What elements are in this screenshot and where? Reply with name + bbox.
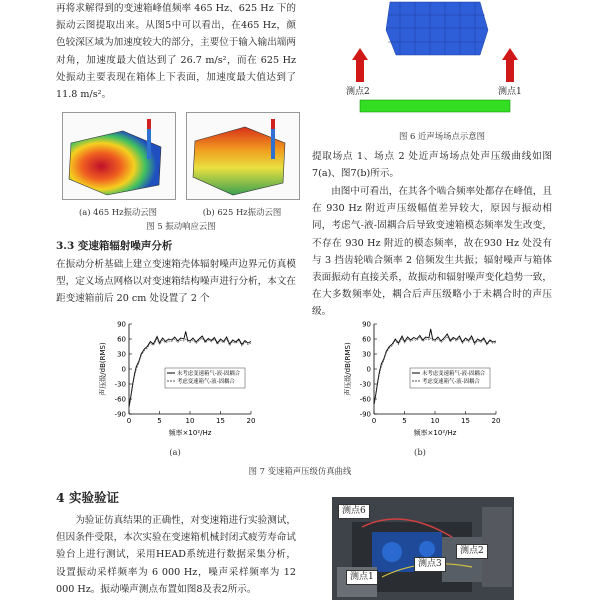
photo-point6-label: 测点6 xyxy=(338,504,370,519)
fig7b-ytick-label: 60 xyxy=(362,335,371,344)
fig7a-ytick-label: -60 xyxy=(114,395,126,404)
fig7a-ytick-label: 0 xyxy=(121,365,126,374)
fig7b-legend-label-1: 未考虑变速箱气-液-固耦合 xyxy=(422,371,486,377)
fig7b-chart xyxy=(330,318,510,443)
fig7b-ytick-label: -60 xyxy=(359,395,371,404)
section-4-heading: 4 实验验证 xyxy=(56,490,120,505)
photo-point3-label: 测点3 xyxy=(414,557,446,572)
section-4-paragraph: 为验证仿真结果的正确性，对变速箱进行实验测试，但因条件受限，本次实验在变速箱机械封闭式疲劳寿命试验台上进行测试，采用HEAD系统进行数据采集分析，设置振动采样频率为 6 000 Hz，噪声采样频率为 12 000 Hz。振动噪声测点布置如图8及表2所示。 xyxy=(56,515,296,595)
col2-paragraph-2: 由图中可看出，在其各个啮合频率处都存在峰值，且在 930 Hz 附近声压级幅值差异较大，原因与振动相同，考虑气-液-固耦合后导致变速箱模态频率发生改变，不存在 930 Hz 附近的模态频率，故在930 Hz 处没有与 3 挡齿轮啮合频率 2 倍频发生共振；辐射噪声与箱体表面振动有直接关系，故振动和辐射噪声变化趋势一致，在大多数频率处，耦合后声压级略小于未耦合时的声压级。 xyxy=(312,186,552,318)
fig7a-legend-label-1: 未考虑变速箱气-液-固耦合 xyxy=(177,371,241,377)
fig7b-legend-label-2: 考虑变速箱气-液-固耦合 xyxy=(422,379,480,385)
fig5a-vibration-contour-image xyxy=(62,112,176,200)
fig7b-series-1-line xyxy=(374,329,496,404)
fig7a-xtick-label: 0 xyxy=(126,417,132,425)
photo-point1-label: 测点1 xyxy=(346,570,378,585)
fig7b-ytick-label: 0 xyxy=(366,365,371,374)
fig7a-xtick-label: 10 xyxy=(185,417,195,425)
fig7-caption: 图 7 变速箱声压级仿真曲线 xyxy=(248,466,352,476)
fig7b-ytick-label: -90 xyxy=(359,410,371,419)
fig7b-xtick-label: 15 xyxy=(461,417,470,425)
photo-point2-label: 测点2 xyxy=(456,544,488,559)
fig7b-subcaption: (b) xyxy=(414,447,426,457)
fig5-caption: 图 5 振动响应云图 xyxy=(146,221,216,231)
fig7a-xtick-label: 5 xyxy=(157,417,162,425)
fig7b-ytick-label: -30 xyxy=(359,380,371,389)
col2-paragraph-1: 提取场点 1、场点 2 处近声场场点处声压级曲线如图7(a)、图7(b)所示。 xyxy=(312,151,552,180)
fig7b-ylabel: 声压级/dB(RMS) xyxy=(344,342,352,396)
fig7a-svg xyxy=(85,318,265,443)
fig7a-subcaption: (a) xyxy=(169,447,181,457)
fig7b-xlabel: 频率×10²/Hz xyxy=(413,429,457,437)
col1-paragraph-1: 再将求解得到的变速箱峰值频率 465 Hz、625 Hz 下的振动云图提取出来。从图5中可以看出，在465 Hz，颜色较深区域为加速度较大的部分，主要位于输入输出端两对角，加速度最大值达到了 26.7 m/s²，而在 625 Hz 处振动主要表现在箱体上下表面，加速度最大值达到了 11.8 m/s²。 xyxy=(56,3,296,101)
fig7a-ytick-label: 90 xyxy=(117,320,126,329)
fig7a-ytick-label: -90 xyxy=(114,410,126,419)
fig7a-chart xyxy=(85,318,265,443)
fig7b-xtick-label: 10 xyxy=(430,417,440,425)
fig7b-svg xyxy=(330,318,510,443)
fig6-caption: 图 6 近声场场点示意图 xyxy=(398,131,486,141)
fig5b-vibration-contour-image xyxy=(186,112,300,200)
fig6-near-field-diagram xyxy=(330,0,540,125)
col1-paragraph-2: 在振动分析基础上建立变速箱壳体辐射噪声边界元仿真模型，定义场点网格以对变速箱结构噪声进行分析，本文在距变速箱前后 20 cm 处设置了 2 个 xyxy=(56,259,296,305)
fig7a-xtick-label: 20 xyxy=(246,417,256,425)
fig7b-ytick-label: 90 xyxy=(362,320,371,329)
fig7a-ytick-label: 60 xyxy=(117,335,126,344)
fig5b-subcaption: (b) 625 Hz振动云图 xyxy=(202,207,282,217)
fig6-point1-label: 测点1 xyxy=(498,87,522,97)
fig5a-subcaption: (a) 465 Hz振动云图 xyxy=(78,207,158,217)
fig7a-ytick-label: -30 xyxy=(114,380,126,389)
fig7a-xtick-label: 15 xyxy=(216,417,225,425)
fig7a-ylabel: 声压级/dB(RMS) xyxy=(99,342,107,396)
fig7b-ytick-label: 30 xyxy=(362,350,371,359)
fig7a-xlabel: 频率×10²/Hz xyxy=(168,429,212,437)
section-3-3-heading: 3.3 变速箱辐射噪声分析 xyxy=(56,240,173,252)
fig6-point2-label: 测点2 xyxy=(346,87,370,97)
fig7b-xtick-label: 20 xyxy=(491,417,501,425)
fig7b-xtick-label: 5 xyxy=(402,417,407,425)
fig7b-xtick-label: 0 xyxy=(371,417,377,425)
fig7a-ytick-label: 30 xyxy=(117,350,126,359)
fig7a-legend-label-2: 考虑变速箱气-液-固耦合 xyxy=(177,379,235,385)
